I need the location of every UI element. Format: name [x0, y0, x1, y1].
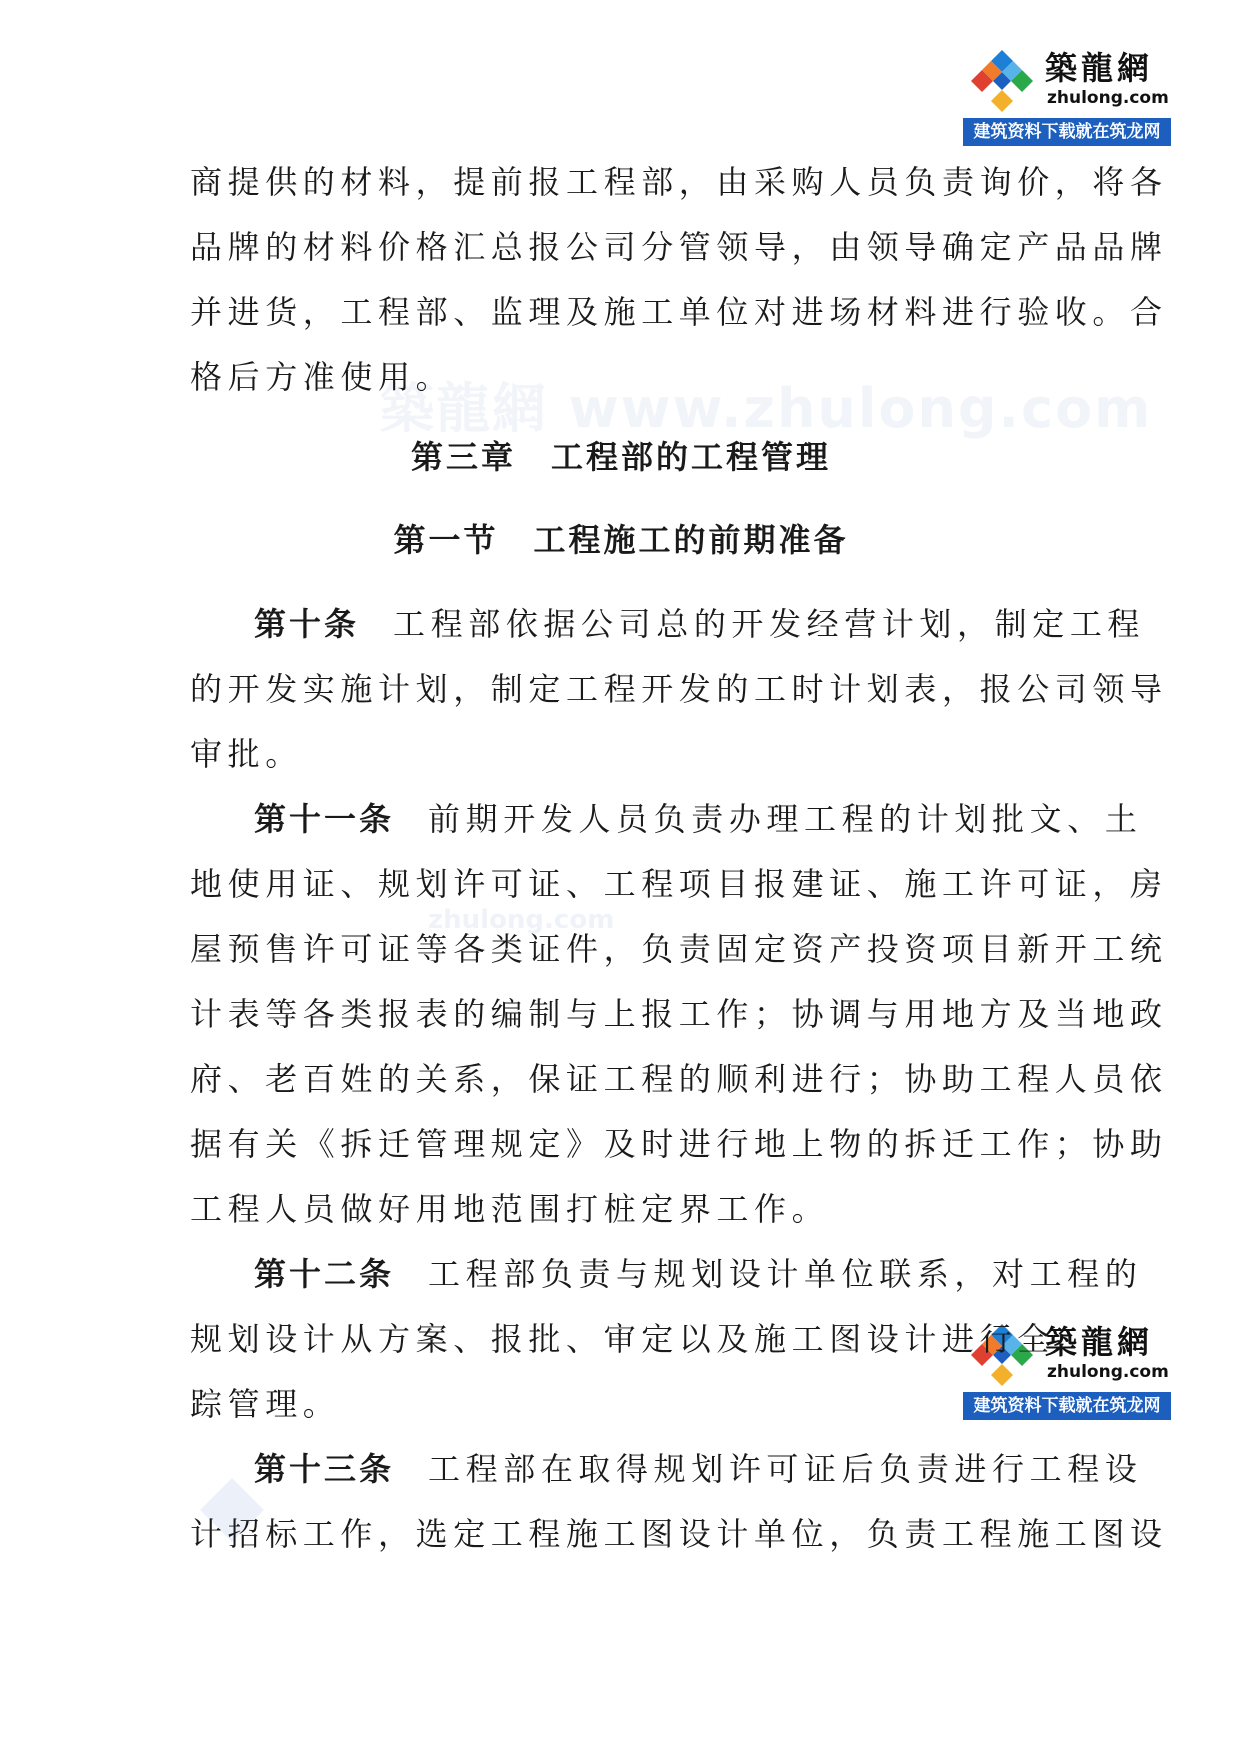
watermark-small: zhulong.com — [428, 905, 615, 935]
logo-domain: zhulong.com — [1047, 88, 1169, 108]
text-line: 地使用证、规划许可证、工程项目报建证、施工许可证，房 — [190, 865, 1168, 903]
section-title: 第一节 工程施工的前期准备 — [393, 521, 849, 559]
logo-domain: zhulong.com — [1047, 1362, 1169, 1382]
text-line: 踪管理。 — [190, 1385, 341, 1423]
text-line: 据有关《拆迁管理规定》及时进行地上物的拆迁工作；协助 — [190, 1125, 1168, 1163]
text-line: 计招标工作，选定工程施工图设计单位，负责工程施工图设 — [190, 1515, 1168, 1553]
text-line: 府、老百姓的关系，保证工程的顺利进行；协助工程人员依 — [190, 1060, 1168, 1098]
text-line: 计表等各类报表的编制与上报工作；协调与用地方及当地政 — [190, 995, 1168, 1033]
article-10 — [190, 592, 1168, 787]
text-line: 格后方准使用。 — [190, 358, 454, 396]
article-first-line — [190, 1242, 1143, 1307]
text-line: 并进货，工程部、监理及施工单位对进场材料进行验收。合 — [190, 293, 1168, 331]
text-line: 商提供的材料，提前报工程部，由采购人员负责询价，将各 — [190, 163, 1168, 201]
logo-tagline: 建筑资料下载就在筑龙网 — [963, 1392, 1171, 1420]
text-line: 品牌的材料价格汇总报公司分管领导，由领导确定产品品牌 — [190, 228, 1168, 266]
zhulong-logo-icon — [969, 48, 1035, 114]
chapter-title: 第三章 工程部的工程管理 — [410, 438, 831, 476]
article-text: 工程部在取得规划许可证后负责进行工程设 — [428, 1450, 1143, 1488]
text-line: 的开发实施计划，制定工程开发的工时计划表，报公司领导 — [190, 670, 1168, 708]
logo-tagline: 建筑资料下载就在筑龙网 — [963, 118, 1171, 146]
text-line: 审批。 — [190, 735, 303, 773]
article-text: 前期开发人员负责办理工程的计划批文、土 — [428, 800, 1143, 838]
text-line: 屋预售许可证等各类证件，负责固定资产投资项目新开工统 — [190, 930, 1168, 968]
logo-name-cn: 築龍網 — [1045, 1323, 1154, 1361]
article-text: 工程部依据公司总的开发经营计划，制定工程 — [393, 605, 1146, 643]
article-first-line — [190, 1437, 1143, 1502]
article-label: 第十一条 — [254, 800, 395, 838]
logo-name-cn: 築龍網 — [1045, 49, 1154, 87]
article-13 — [190, 1437, 1168, 1567]
watermark-main: 築龍網 www.zhulong.com — [380, 377, 1153, 440]
article-first-line — [190, 787, 1143, 852]
article-text: 工程部负责与规划设计单位联系，对工程的 — [428, 1255, 1143, 1293]
text-line: 规划设计从方案、报批、审定以及施工图设计进行全 — [190, 1320, 1055, 1358]
text-line: 工程人员做好用地范围打桩定界工作。 — [190, 1190, 830, 1228]
article-11 — [190, 787, 1168, 1242]
article-first-line — [190, 592, 1146, 657]
zhulong-logo-top — [963, 44, 1171, 148]
article-label: 第十条 — [254, 605, 360, 643]
article-label: 第十二条 — [254, 1255, 395, 1293]
article-label: 第十三条 — [254, 1450, 395, 1488]
